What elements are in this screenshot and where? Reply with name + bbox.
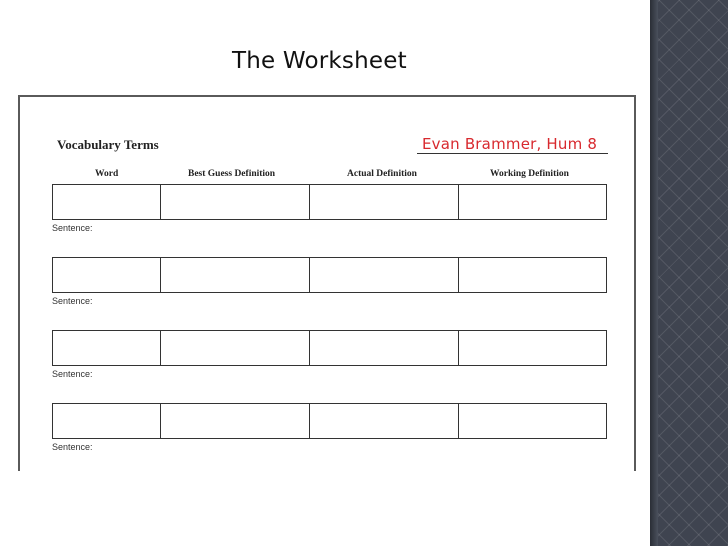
sentence-label: Sentence: xyxy=(52,223,93,233)
actual-definition-cell xyxy=(309,331,458,365)
word-cell xyxy=(53,331,160,365)
working-definition-cell xyxy=(458,258,606,292)
column-header-actual: Actual Definition xyxy=(347,169,417,179)
column-header-working: Working Definition xyxy=(490,169,569,179)
worksheet-image xyxy=(18,95,636,471)
vocab-row-4 xyxy=(52,403,607,439)
word-cell xyxy=(53,404,160,438)
actual-definition-cell xyxy=(309,185,458,219)
column-header-best-guess: Best Guess Definition xyxy=(188,169,276,179)
sentence-label: Sentence: xyxy=(52,369,93,379)
sentence-label: Sentence: xyxy=(52,442,93,452)
working-definition-cell xyxy=(458,331,606,365)
best-guess-cell xyxy=(160,404,309,438)
working-definition-cell xyxy=(458,185,606,219)
word-cell xyxy=(53,258,160,292)
actual-definition-cell xyxy=(309,404,458,438)
vocab-row-2 xyxy=(52,257,607,293)
word-cell xyxy=(53,185,160,219)
best-guess-cell xyxy=(160,331,309,365)
name-underline xyxy=(417,153,608,154)
vocab-row-3 xyxy=(52,330,607,366)
slide-title: The Worksheet xyxy=(232,48,407,74)
worksheet-heading: Vocabulary Terms xyxy=(57,137,159,152)
actual-definition-cell xyxy=(309,258,458,292)
sentence-label: Sentence: xyxy=(52,296,93,306)
best-guess-cell xyxy=(160,185,309,219)
working-definition-cell xyxy=(458,404,606,438)
column-header-word: Word xyxy=(95,169,119,179)
best-guess-cell xyxy=(160,258,309,292)
vocab-row-1 xyxy=(52,184,607,220)
decorative-side-band xyxy=(650,0,728,546)
author-name: Evan Brammer, Hum 8 xyxy=(422,135,598,153)
